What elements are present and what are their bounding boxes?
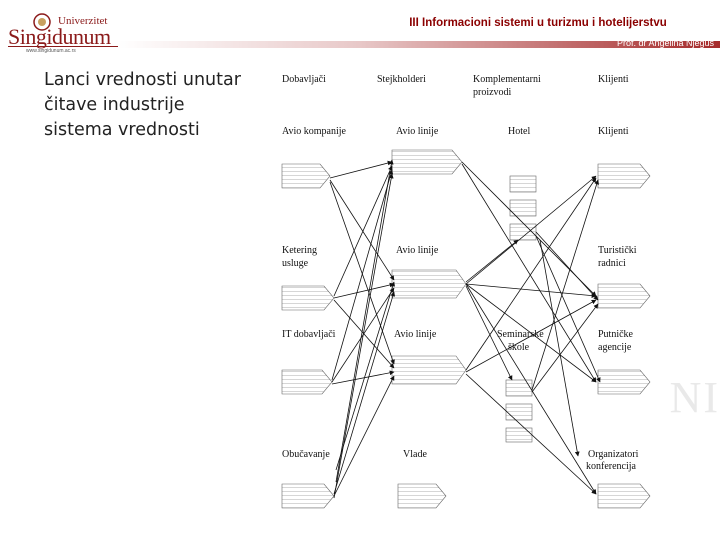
column-header-complementary-2: proizvodi: [473, 87, 512, 98]
value-chain-shape: [598, 164, 650, 188]
node-label: Klijenti: [598, 126, 629, 137]
value-chain-shape: [282, 370, 332, 394]
node-label: Seminarske: [497, 329, 544, 340]
node-label: Hotel: [508, 126, 531, 137]
logo-top-text: Univerzitet: [58, 15, 108, 27]
node-label: usluge: [282, 258, 309, 269]
value-chain-shape: [282, 484, 334, 508]
value-system-diagram: [276, 62, 656, 532]
value-chain-shape: [398, 484, 446, 508]
header-title: III Informacioni sistemi u turizmu i hotelijerstvu: [409, 17, 667, 29]
node-label: Avio kompanije: [282, 126, 346, 137]
logo-main-text: Singidunum: [8, 24, 111, 49]
column-header-suppliers: Dobavljači: [282, 74, 326, 85]
value-chain-shape: [598, 484, 650, 508]
node-label: Turistički: [598, 245, 637, 256]
watermark: NI: [669, 373, 720, 422]
node-label: Vlade: [403, 449, 427, 460]
slide-title: Lanci vrednosti unutar čitave industrije sistema vrednosti: [44, 70, 241, 140]
node-label: Organizatori: [588, 449, 639, 460]
node-label: agencije: [598, 342, 632, 353]
node-label: Obučavanje: [282, 449, 330, 460]
value-chain-shape: [506, 404, 532, 420]
node-label: Avio linije: [396, 245, 439, 256]
column-header-clients: Klijenti: [598, 74, 629, 85]
node-label: radnici: [598, 258, 626, 269]
value-chain-shape: [598, 370, 650, 394]
node-label: Putničke: [598, 329, 633, 340]
node-label: IT dobavljači: [282, 329, 336, 340]
column-header-complementary: Komplementarni: [473, 74, 541, 85]
node-label: konferencija: [586, 461, 636, 472]
value-chain-shape: [506, 380, 532, 396]
logo-url-text: www.singidunum.ac.rs: [26, 48, 76, 54]
value-chain-shape: [282, 286, 334, 310]
value-chain-shape: [506, 428, 532, 442]
node-label: Avio linije: [396, 126, 439, 137]
node-label: Avio linije: [394, 329, 437, 340]
header-author: Prof. dr Angelina Njeguš: [616, 38, 714, 48]
column-header-stakeholders: Stejkholderi: [377, 74, 426, 85]
value-chain-shape: [598, 284, 650, 308]
value-chain-shape: [392, 270, 466, 298]
value-chain-shape: [510, 176, 536, 192]
node-label: Ketering: [282, 245, 317, 256]
value-chain-shape: [392, 356, 466, 384]
value-chain-shape: [392, 150, 462, 174]
value-chain-shape: [282, 164, 330, 188]
node-label: škole: [508, 342, 530, 353]
